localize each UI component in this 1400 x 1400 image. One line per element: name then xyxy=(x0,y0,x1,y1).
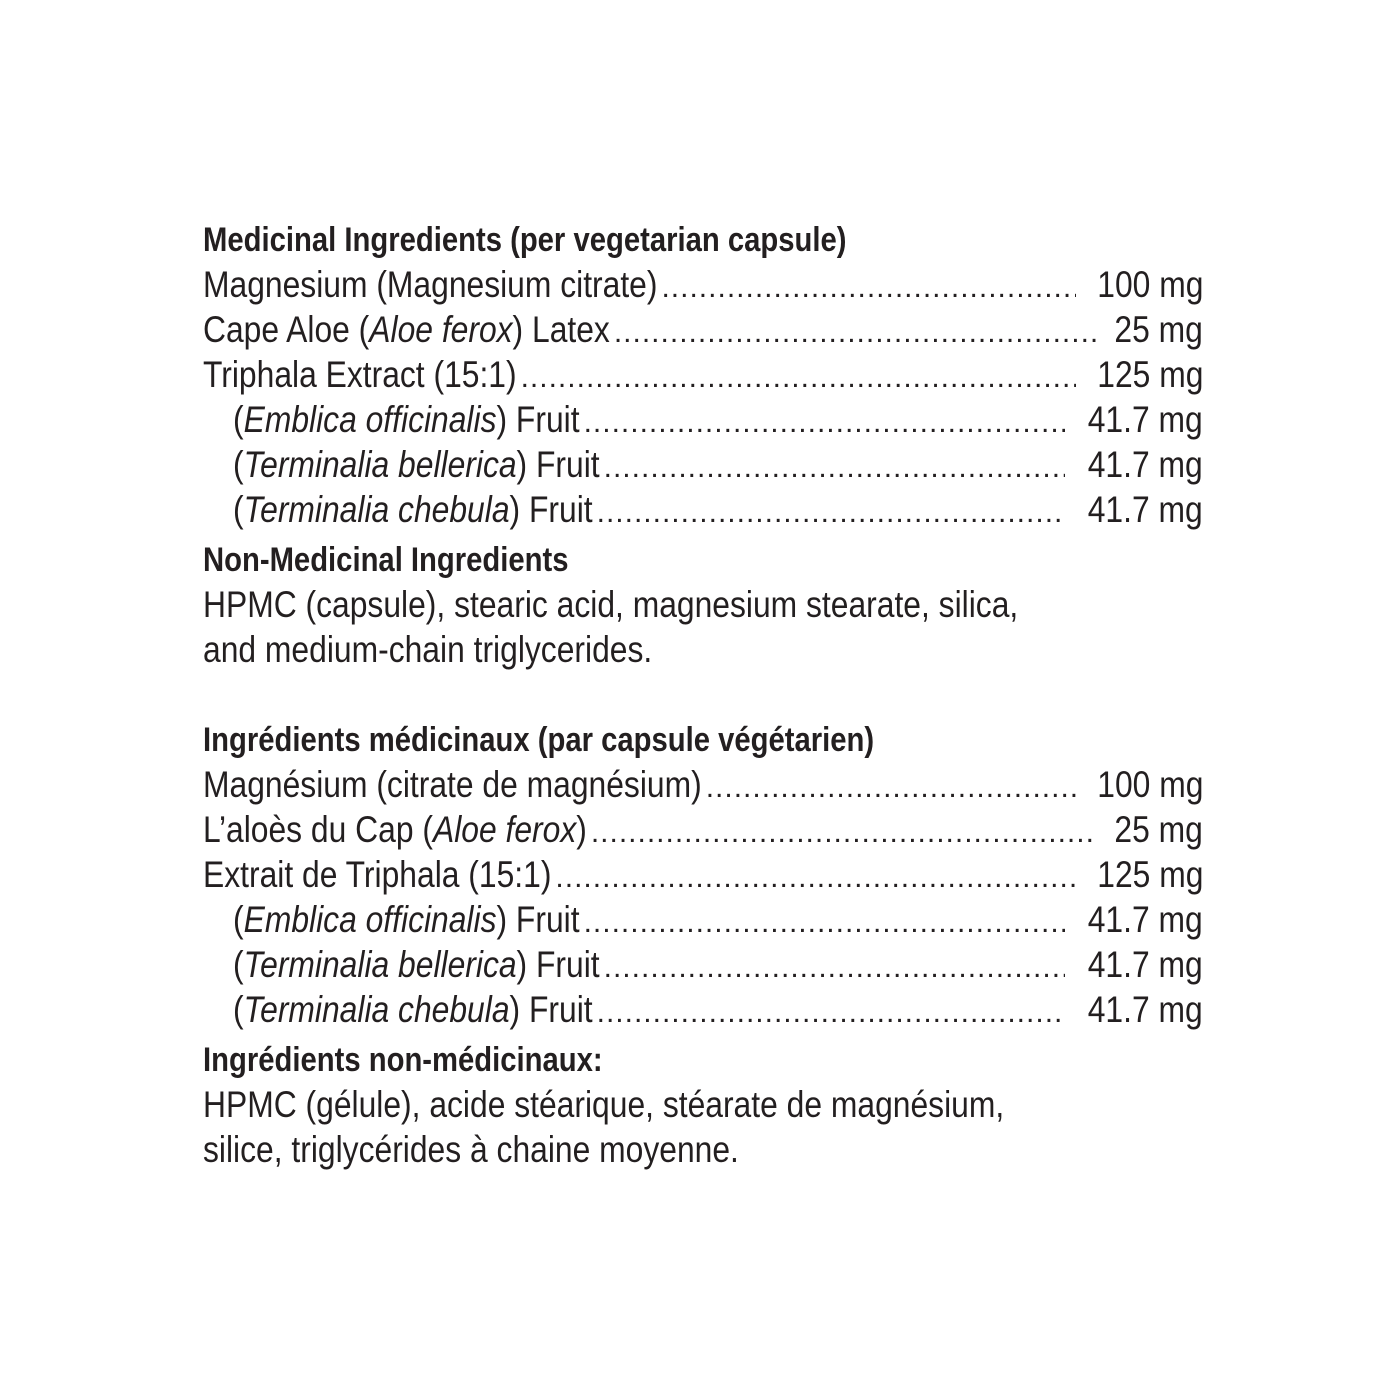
ingredient-amount: 25 mg xyxy=(1114,309,1203,350)
ingredient-name: L’aloès du Cap (Aloe ferox) xyxy=(203,809,587,850)
ingredient-row xyxy=(203,762,1203,807)
ingredient-row-sub xyxy=(203,397,1203,442)
ingredient-name: Cape Aloe (Aloe ferox) Latex xyxy=(203,309,610,350)
ingredient-amount: 41.7 mg xyxy=(1088,444,1203,485)
dot-leader xyxy=(597,490,1066,535)
medicinal-list-en xyxy=(203,262,1203,532)
dot-leader xyxy=(604,945,1066,990)
ingredient-name: (Terminalia bellerica) Fruit xyxy=(233,944,600,985)
ingredient-amount: 125 mg xyxy=(1096,854,1203,895)
ingredient-amount: 100 mg xyxy=(1096,764,1203,805)
ingredient-name: (Emblica officinalis) Fruit xyxy=(233,899,580,940)
ingredient-amount: 100 mg xyxy=(1096,264,1203,305)
ingredient-name: (Terminalia chebula) Fruit xyxy=(233,989,593,1030)
dot-leader xyxy=(584,900,1066,945)
ingredient-row xyxy=(203,352,1203,397)
ingredient-amount: 41.7 mg xyxy=(1088,944,1203,985)
non-medicinal-text-fr: HPMC (gélule), acide stéarique, stéarate de magnésium, silice, triglycérides à chaine moyenne. xyxy=(203,1084,1005,1170)
ingredient-name: Triphala Extract (15:1) xyxy=(203,354,517,395)
ingredient-row xyxy=(203,807,1203,852)
medicinal-heading-fr: Ingrédients médicinaux (par capsule végétarien) xyxy=(203,721,875,759)
dot-leader xyxy=(591,810,1096,855)
ingredient-amount: 41.7 mg xyxy=(1088,899,1203,940)
dot-leader xyxy=(706,765,1076,810)
ingredient-amount: 125 mg xyxy=(1096,354,1203,395)
dot-leader xyxy=(521,355,1076,400)
dot-leader xyxy=(597,990,1066,1035)
non-medicinal-heading-en: Non-Medicinal Ingredients xyxy=(203,541,569,579)
ingredient-amount: 41.7 mg xyxy=(1088,399,1203,440)
ingredient-row-sub xyxy=(203,942,1203,987)
non-medicinal-heading-fr: Ingrédients non-médicinaux: xyxy=(203,1041,603,1079)
dot-leader xyxy=(661,265,1075,310)
ingredient-amount: 41.7 mg xyxy=(1088,489,1203,530)
dot-leader xyxy=(604,445,1066,490)
medicinal-list-fr xyxy=(203,762,1203,1032)
ingredient-name: Magnesium (Magnesium citrate) xyxy=(203,264,658,305)
medicinal-heading-en: Medicinal Ingredients (per vegetarian capsule) xyxy=(203,221,847,259)
ingredient-name: (Emblica officinalis) Fruit xyxy=(233,399,580,440)
ingredient-amount: 25 mg xyxy=(1114,809,1203,850)
dot-leader xyxy=(584,400,1066,445)
ingredient-row xyxy=(203,852,1203,897)
ingredient-name: Extrait de Triphala (15:1) xyxy=(203,854,552,895)
non-medicinal-text-en: HPMC (capsule), stearic acid, magnesium stearate, silica, and medium-chain triglycerides. xyxy=(203,584,1019,670)
ingredient-name: Magnésium (citrate de magnésium) xyxy=(203,764,702,805)
dot-leader xyxy=(555,855,1075,900)
ingredient-row-sub xyxy=(203,487,1203,532)
ingredient-label xyxy=(203,218,1203,1172)
ingredient-row-sub xyxy=(203,442,1203,487)
french-section xyxy=(203,718,1203,1172)
ingredient-row-sub xyxy=(203,897,1203,942)
ingredient-name: (Terminalia bellerica) Fruit xyxy=(233,444,600,485)
ingredient-row-sub xyxy=(203,987,1203,1032)
ingredient-row xyxy=(203,262,1203,307)
ingredient-name: (Terminalia chebula) Fruit xyxy=(233,489,593,530)
ingredient-row xyxy=(203,307,1203,352)
dot-leader xyxy=(614,310,1096,355)
english-section xyxy=(203,218,1203,672)
ingredient-amount: 41.7 mg xyxy=(1088,989,1203,1030)
